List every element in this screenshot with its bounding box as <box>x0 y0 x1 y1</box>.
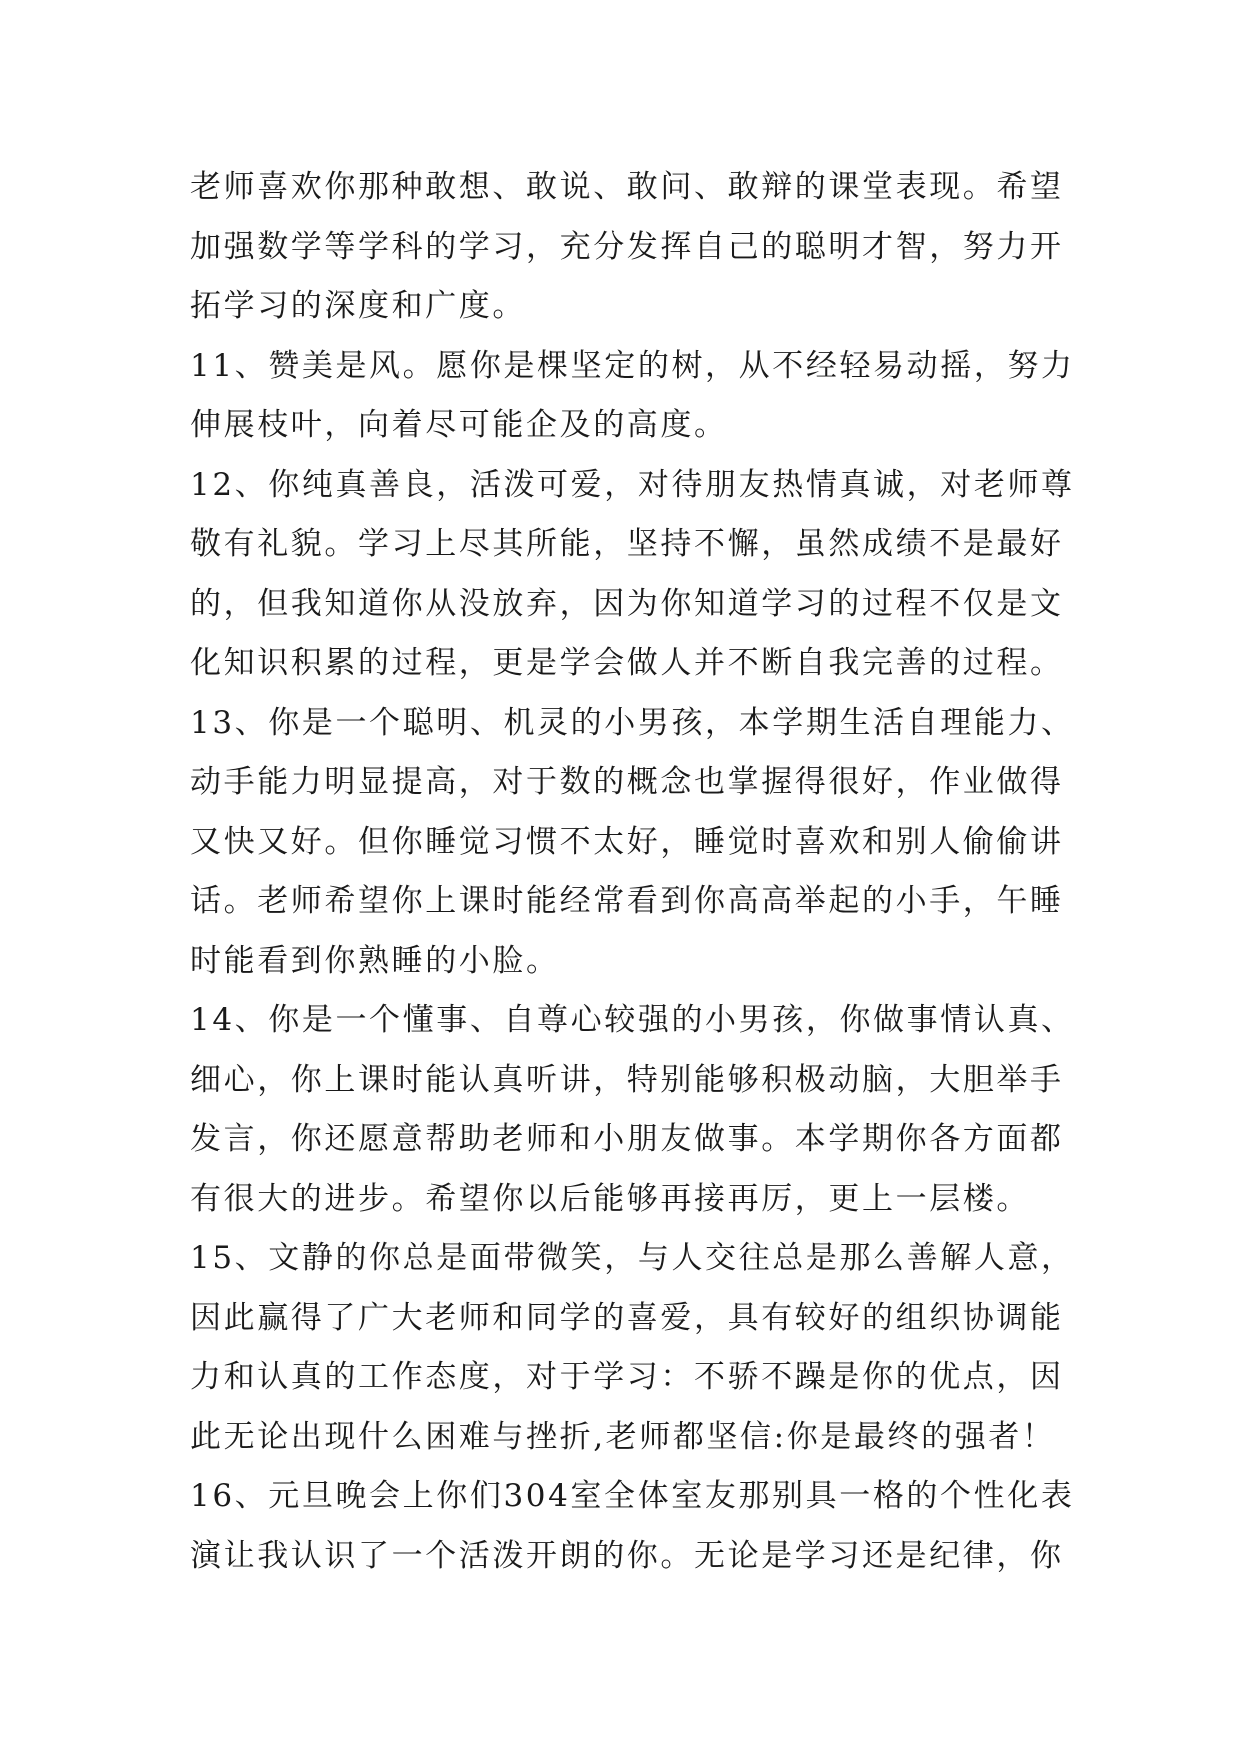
text-line: 又快又好。但你睡觉习惯不太好，睡觉时喜欢和别人偷偷讲 <box>190 823 1064 860</box>
text-line: 细心，你上课时能认真听讲，特别能够积极动脑，大胆举手 <box>190 1061 1064 1098</box>
text-line: 加强数学等学科的学习，充分发挥自己的聪明才智，努力开 <box>190 228 1064 265</box>
text-line: 动手能力明显提高，对于数的概念也掌握得很好，作业做得 <box>190 764 1064 800</box>
text-line: 时能看到你熟睡的小脸。 <box>190 942 560 979</box>
text-line: 敬有礼貌。学习上尽其所能，坚持不懈，虽然成绩不是最好 <box>190 526 1064 562</box>
text-line: 16、元旦晚会上你们304室全体室友那别具一格的个性化表 <box>190 1478 1075 1514</box>
text-line: 15、文静的你总是面带微笑，与人交往总是那么善解人意， <box>190 1240 1075 1276</box>
text-line: 话。老师希望你上课时能经常看到你高高举起的小手，午睡 <box>190 883 1064 919</box>
document-body <box>190 158 1075 1586</box>
text-line: 的，但我知道你从没放弃，因为你知道学习的过程不仅是文 <box>190 585 1064 622</box>
text-line: 力和认真的工作态度，对于学习：不骄不躁是你的优点，因 <box>190 1359 1064 1395</box>
text-line: 11、赞美是风。愿你是棵坚定的树，从不经轻易动摇，努力 <box>190 347 1075 384</box>
text-line: 演让我认识了一个活泼开朗的你。无论是学习还是纪律，你 <box>190 1537 1064 1574</box>
text-line: 12、你纯真善良，活泼可爱，对待朋友热情真诚，对老师尊 <box>190 466 1075 503</box>
text-line: 此无论出现什么困难与挫折,老师都坚信:你是最终的强者！ <box>190 1418 1056 1455</box>
text-line: 化知识积累的过程，更是学会做人并不断自我完善的过程。 <box>190 645 1064 681</box>
text-line: 老师喜欢你那种敢想、敢说、敢问、敢辩的课堂表现。希望 <box>190 169 1064 205</box>
text-line: 拓学习的深度和广度。 <box>190 288 526 324</box>
text-line: 有很大的进步。希望你以后能够再接再厉，更上一层楼。 <box>190 1180 1030 1217</box>
text-line: 因此赢得了广大老师和同学的喜爱，具有较好的组织协调能 <box>190 1299 1064 1336</box>
text-line: 14、你是一个懂事、自尊心较强的小男孩，你做事情认真、 <box>190 1002 1075 1038</box>
text-line: 伸展枝叶，向着尽可能企及的高度。 <box>190 407 728 443</box>
text-line: 发言，你还愿意帮助老师和小朋友做事。本学期你各方面都 <box>190 1121 1064 1157</box>
text-line: 13、你是一个聪明、机灵的小男孩，本学期生活自理能力、 <box>190 704 1075 741</box>
